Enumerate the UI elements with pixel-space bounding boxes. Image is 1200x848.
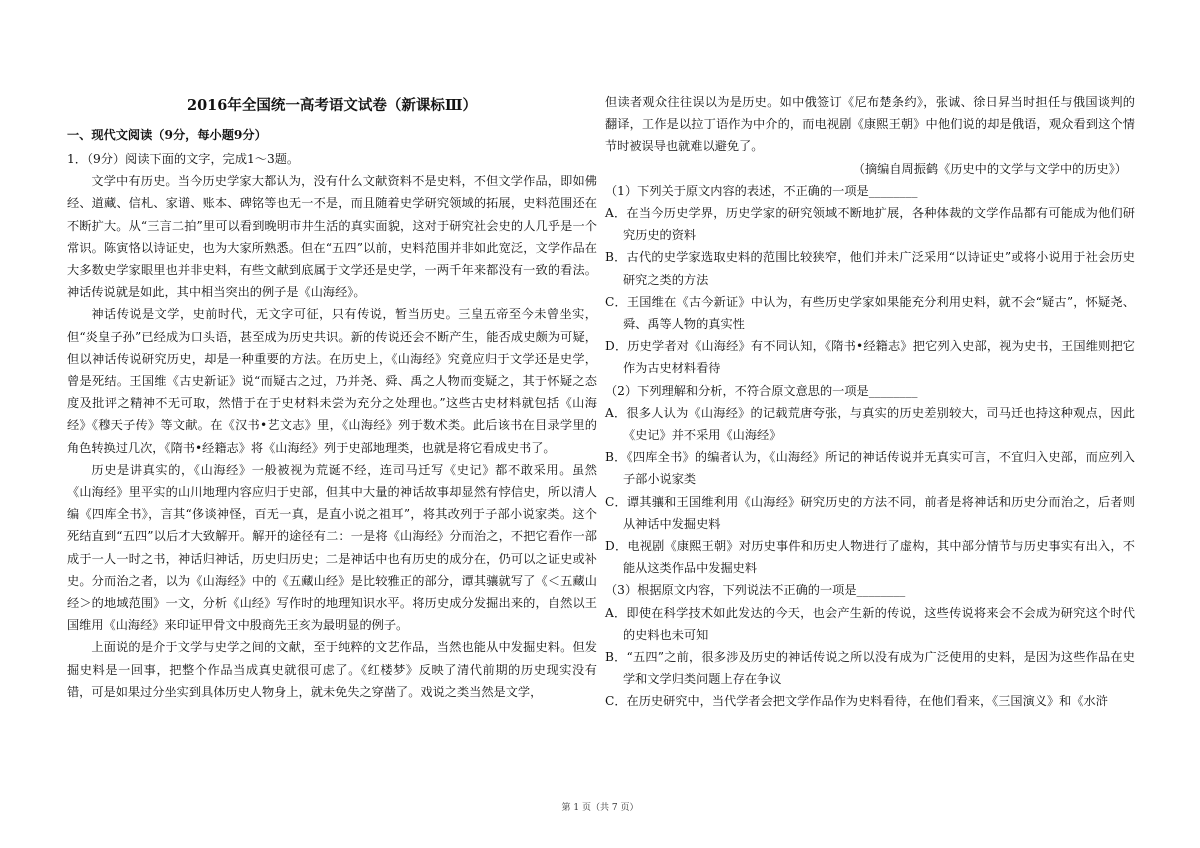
question-1-option-c: C．王国维在《古今新证》中认为，有些历史学家如果能充分利用史料，就不会“疑古”，怀疑尧、舜、禹等人物的真实性 (605, 294, 1135, 332)
question-1-option-b: B．古代的史学家选取史料的范围比较狭窄，他们并未广泛采用“以诗证史”或将小说用于社会历史研究之类的方法 (605, 250, 1135, 287)
question-2-option-d: D．电视剧《康熙王朝》对历史事件和历史人物进行了虚构，其中部分情节与历史事实有出入，不能从这类作品中发掘史料 (605, 539, 1135, 576)
question-1-stem: （1）下列关于原文内容的表述，不正确的一项是________ (605, 183, 918, 198)
question-3-option-a: A．即使在科学技术如此发达的今天，也会产生新的传说，这些传说将来会不会成为研究这个时代的史料也未可知 (605, 605, 1135, 642)
question-1-option-a: A．在当今历史学界，历史学家的研究领域不断地扩展，各种体裁的文学作品都有可能成为他们研究历史的资料 (605, 206, 1135, 243)
question-heading: 1．（9分）阅读下面的文字，完成1～3题。 (67, 152, 300, 166)
question-3-stem: （3）根据原文内容，下列说法不正确的一项是________ (605, 583, 906, 598)
paragraph-2: 神话传说是文学，史前时代，无文字可征，只有传说，暂当历史。三皇五帝至今未曾坐实，但“炎皇子孙”已经成为口头语，甚至成为历史共识。新的传说还会不断产生，能否成史颇为可疑，但以神话传说研究历史，却是一种重要的方法。在历史上，《山海经》究竟应归于文学还是史学，曾是死结。王国维《古史新证》说“而疑古之过，乃并尧、舜、禹之人物而变疑之，其于怀疑之态度及批评之精神不无可取，然惜于在于史材料未尝为充分之处理也。”这些古史材料就包括《山海经》《穆天子传》等文献。在《汉书•艺文志》里，《山海经》列于数术类。此后该书在目录学里的角色转换过几次，《隋书•经籍志》将《山海经》列于史部地理类，也就是将它看成史书了。 (67, 307, 597, 455)
paragraph-4-continued: 但读者观众往往误以为是历史。如中俄签订《尼布楚条约》，张诚、徐日昇当时担任与俄国谈判的翻译，工作是以拉丁语作为中介的，而电视剧《康熙王朝》中他们说的却是俄语，观众看到这个情节时被误导也就难以避免了。 (605, 95, 1135, 154)
question-2-option-c: C．谭其骧和王国维利用《山海经》研究历史的方法不同，前者是将神话和历史分而治之，后者则从神话中发掘史料 (605, 494, 1135, 531)
page-footer: 第 1 页（共 7 页） (561, 803, 639, 813)
question-3-option-c: C．在历史研究中，当代学者会把文学作品作为史料看待，在他们看来，《三国演义》和《水浒 (605, 694, 1108, 709)
question-2-option-a: A．很多人认为《山海经》的记载荒唐夸张，与真实的历史差别较大，司马迁也持这种观点，因此《史记》并不采用《山海经》 (605, 405, 1135, 443)
question-2-stem: （2）下列理解和分析，不符合原文意思的一项是________ (605, 383, 918, 398)
exam-title: 2016年全国统一高考语文试卷（新课标Ⅲ） (186, 97, 477, 114)
section-heading: 一、现代文阅读（9分，每小题9分） (67, 128, 267, 142)
question-1-option-d: D．历史学者对《山海经》有不同认知，《隋书•经籍志》把它列入史部，视为史书，王国维则把它作为古史材料看待 (605, 339, 1135, 376)
paragraph-1: 文学中有历史。当今历史学家大都认为，没有什么文献资料不是史料，不但文学作品，即如佛经、道藏、信札、家谱、账本、碑铭等也无一不是，而且随着史学研究领域的拓展，史料范围还在不断扩大。从“三言二拍”里可以看到晚明市井生活的真实面貌，这对于研究社会史的人几乎是一个常识。陈寅恪以诗证史，也为大家所熟悉。但在“五四”以前，史料范围并非如此宽泛，文学作品在大多数史学家眼里也并非史料，有些文献到底属于文学还是史学，一两千年来都没有一致的看法。神话传说就是如此，其中相当突出的例子是《山海经》。 (67, 174, 597, 300)
left-flow (67, 148, 597, 703)
question-2-option-b: B．《四库全书》的编者认为，《山海经》所记的神话传说并无真实可言，不宜归入史部，而应列入子部小说家类 (605, 450, 1135, 487)
paragraph-4-part: 上面说的是介于文学与史学之间的文献，至于纯粹的文艺作品，当然也能从中发掘史料。但发掘史料是一回事，把整个作品当成真史就很可虑了。《红楼梦》反映了清代前期的历史现实没有错，可是如果过分坐实到具体历史人物身上，就未免失之穿凿了。戏说之类当然是文学， (67, 640, 597, 699)
question-3-option-b: B．“五四”之前，很多涉及历史的神话传说之所以没有成为广泛使用的史料，是因为这些作品在史学和文学归类问题上存在争议 (605, 650, 1135, 687)
right-flow (605, 91, 1135, 713)
paragraph-3: 历史是讲真实的，《山海经》一般被视为荒诞不经，连司马迁写《史记》都不敢采用。虽然《山海经》里平实的山川地理内容应归于史部，但其中大量的神话故事却显然有悖信史，所以清人编《四库全书》，言其“侈谈神怪，百无一真，是直小说之祖耳”，将其改列于子部小说家类。这个死结直到“五四”以后才大致解开。解开的途径有二：一是将《山海经》分而治之，不把它看作一部成于一人一时之书，神话归神话，历史归历史；二是神话中也有历史的成分在，仍可以之证史或补史。分而治之者，以为《山海经》中的《五藏山经》是比较雅正的部分，谭其骧就写了《＜五藏山经＞的地域范围》一文，分析《山经》写作时的地理知识水平。将历史成分发掘出来的，自然以王国维用《山海经》来印证甲骨文中殷商先王亥为最明显的例子。 (67, 462, 597, 633)
source-citation: （摘编自周振鹤《历史中的文学与文学中的历史》） (852, 161, 1127, 176)
